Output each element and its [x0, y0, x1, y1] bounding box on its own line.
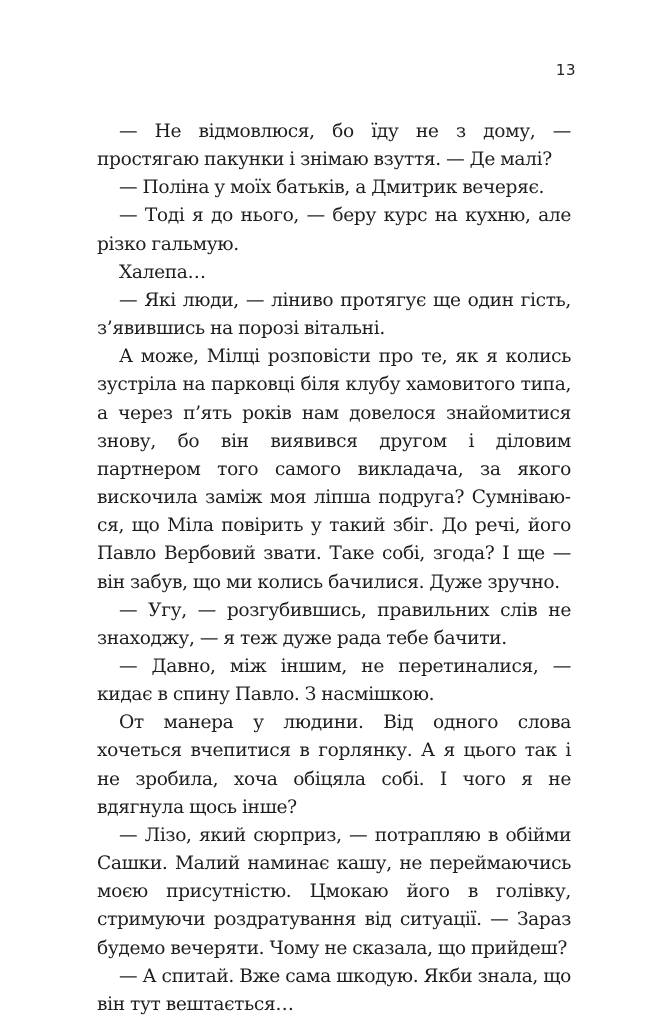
paragraph: — Давно, між іншим, не перетиналися, — кидає в спину Павло. З насмішкою.	[97, 655, 571, 706]
paragraph: От манера у людини. Від одного слова хочеться вчепитися в горлянку. А я цього так і не зробила, хоча обіцяла собі. І чого я не вдягнула щось інше?	[97, 712, 571, 818]
paragraph: — А спитай. Вже сама шкодую. Якби знала, що він тут вештається…	[97, 965, 571, 1015]
paragraph: — Угу, — розгубившись, правильних слів не знаходжу, — я теж дуже рада тебе бачити.	[97, 599, 571, 649]
page-number: 13	[555, 61, 576, 79]
page-text	[97, 118, 571, 1019]
paragraph: Халепа…	[119, 261, 206, 283]
paragraph: — Лізо, який сюрприз, — потрапляю в обійми Сашки. Малий наминає кашу, не переймаючись моєю присутністю. Цмокаю його в голівку, стримуючи роздратування від ситуації. — Зараз будемо вечеряти. Чому не сказала, що прийдеш?	[97, 824, 571, 959]
paragraph: — Не відмовлюся, бо їду не з дому, — простягаю пакунки і знімаю взуття. — Де малі?	[97, 121, 571, 171]
paragraph: А може, Мілці розповісти про те, як я колись зустріла на парковці біля клубу хамовитого типа, а через п’ять років нам довелося знайомитися знову, бо він виявився другом і діловим партнером того самого викладача, за якого вискочила заміж моя ліпша подруга? Сумніваюся, що Міла повірить у такий збіг. До речі, його Павло Вербовий звати. Таке собі, згода? І ще — він забув, що ми колись бачилися. Дуже зручно.	[97, 346, 571, 593]
paragraph: — Тоді я до нього, — беру курс на кухню, але різко гальмую.	[97, 205, 571, 255]
paragraph: — Поліна у моїх батьків, а Дмитрик вечеряє.	[119, 177, 545, 199]
paragraph: — Які люди, — ліниво протягує ще один гість, з’явившись на порозі вітальні.	[97, 289, 571, 340]
